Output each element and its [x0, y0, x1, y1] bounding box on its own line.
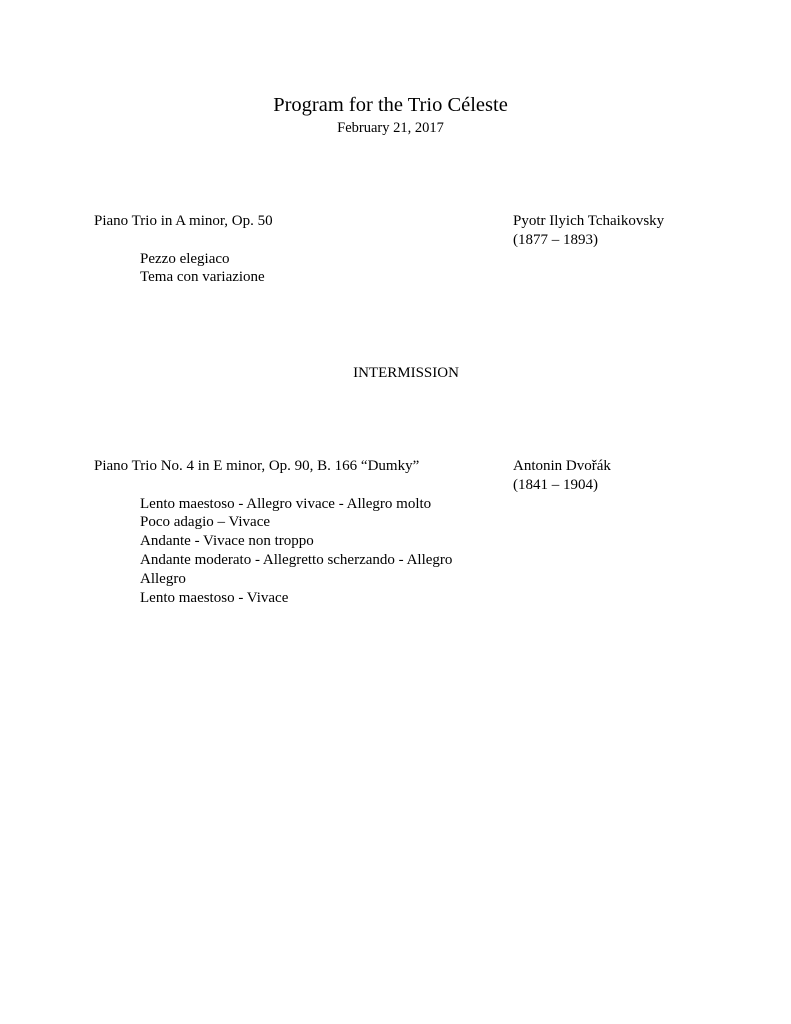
movement-item: Lento maestoso - Allegro vivace - Allegro molto: [140, 495, 432, 512]
intermission-label: INTERMISSION: [353, 365, 459, 381]
composer-block: [513, 212, 664, 250]
movement-item: Lento maestoso - Vivace: [140, 589, 289, 606]
program-date: February 21, 2017: [337, 120, 444, 136]
composer-years: (1877 – 1893): [513, 231, 598, 248]
movement-item: Allegro: [140, 570, 186, 587]
movement-item: Pezzo elegiaco: [140, 250, 230, 267]
movement-item: Poco adagio – Vivace: [140, 514, 271, 531]
composer-block: [513, 457, 611, 495]
piece-title: Piano Trio No. 4 in E minor, Op. 90, B. 166 “Dumky”: [94, 458, 420, 474]
program-title: Program for the Trio Céleste: [273, 94, 508, 116]
movement-item: Andante moderato - Allegretto scherzando - Allegro: [140, 551, 453, 568]
movement-item: Tema con variazione: [140, 269, 265, 286]
composer-years: (1841 – 1904): [513, 476, 598, 493]
composer-name: Antonin Dvořák: [513, 458, 611, 474]
movement-list: [140, 495, 452, 608]
movement-list: [140, 250, 265, 288]
program-header: [0, 92, 781, 137]
piece-title: Piano Trio in A minor, Op. 50: [94, 213, 273, 229]
composer-name: Pyotr Ilyich Tchaikovsky: [513, 213, 665, 229]
movement-item: Andante - Vivace non troppo: [140, 533, 314, 550]
